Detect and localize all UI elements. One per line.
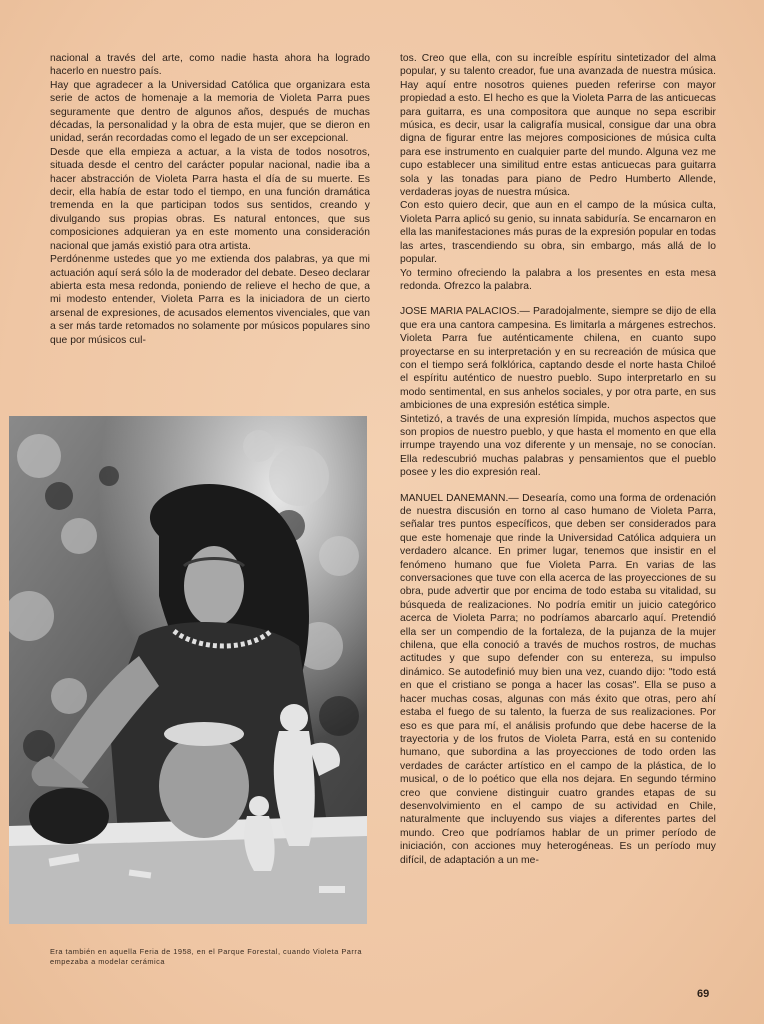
photo-caption: Era también en aquella Feria de 1958, en el Parque Forestal, cuando Violeta Parra empezaba a modelar cerámica — [50, 947, 362, 966]
speaker-name-palacios: JOSE MARIA PALACIOS.— — [400, 306, 530, 318]
speaker-name-danemann: MANUEL DANEMANN.— — [400, 492, 519, 504]
paragraph: Perdónenme ustedes que yo me extienda dos palabras, ya que mi actuación aquí será sólo la de moderador del debate. Deseo declarar abierta esta mesa redonda, poniendo de relieve el hecho de que, a mi modesto entender, Violeta Parra es la iniciadora de un cierto arsenal de expresiones, de acusados elementos vivenciales, que van a ser más tarde retomados no solamente por músicos populares sino que por músicos cul- — [50, 254, 370, 346]
paragraph: Sintetizó, a través de una expresión límpida, muchos aspectos que son propios de nuestro pueblo, y que hasta el momento en que ella irrumpe trayendo una voz diferente y un mensaje, no se conocían. Ella redescubrió muchas palabras y pensamientos que el pueblo posee y les dio expresión real. — [400, 413, 716, 479]
right-text-column — [400, 52, 716, 867]
paragraph: tos. Creo que ella, con su increíble espíritu sintetizador del alma popular, y su talento creador, fue una avanzada de nuestra música. Hay aquí entre nosotros quienes pueden referirse con mayor propiedad a esto. El hecho es que la Violeta Parra de las anticuecas para guitarra, es una compositora que aunque no sepa escribir música, es decir, usar la caligrafía musical, consigue dar una obra digna de figurar entre las mejores composiciones de música culta para ese instrumento en cualquier parte del mundo. Alguna vez me cupo establecer una similitud entre estas anticuecas para guitarra sola y las tonadas para piano de Pedro Humberto Allende, verdaderas joyas de nuestra música. — [400, 53, 716, 199]
paragraph: Desearía, como una forma de ordenación de nuestra discusión en torno al caso humano de Violeta Parra, señalar tres puntos específicos, que deben ser considerados para que este homenaje que rinde la Universidad Católica adquiera un verdadero alcance. En primer lugar, tenemos que insistir en el fenómeno humano que fue Violeta Parra. En varias de las conversaciones que tuve con ella acerca de las proyecciones de su obra, pude advertir que por encima de todo estaba su vitalidad, su búsqueda de realizaciones. No podría emitir un juicio categórico acerca de Violeta Parra; no podríamos abarcarlo aquí. Pretendió ella ser un compendio de la fortaleza, de la pujanza de la mujer chilena, que ella conoció a través de muchos rostros, de muchas actitudes y que supo defender con su entereza, su impulso dinámico. Se autodefinió muy bien una vez, cuando dijo: "todo está en que el cristiano se ponga a hacer las cosas". Ella se puso a hacer muchas cosas, algunas con más éxito que otras, pero ahí estaba el fuego de su talento, la fuerza de sus realizaciones. Por eso es que para mí, el análisis profundo que debe hacerse de la trayectoria y de los frutos de Violeta Parra, está en su contenido humano, que subordina a las proyecciones de todo orden las verdades de carácter artístico en el campo de la plástica, de lo musical, o de lo poético que ella nos dejara. En segundo término creo que conviene distinguir cuatro grandes etapas de su desenvolvimiento en el campo de su actividad en Chile, naturalmente que incluyendo sus viajes a diferentes partes del mundo. Creo que podríamos hablar de un primer período de iniciación, con acciones muy heterogéneas. Es un período muy difícil, de adaptación a un me- — [400, 492, 717, 866]
paragraph: Desde que ella empieza a actuar, a la vista de todos nosotros, situada desde el centro del carácter popular nacional, nadie iba a hacer abstracción de Violeta Parra hasta el día de su muerte. Es decir, ella había de estar todo el tiempo, en una función dramática tremenda en la que participan todos sus sentidos, creando y divulgando sus propias obras. Es natural entonces, que sus composiciones adquieran ya en este momento una consideración nacional que jamás existió para otra artista. — [50, 146, 370, 252]
paragraph: Hay que agradecer a la Universidad Católica que organizara esta serie de actos de homenaje a la memoria de Violeta Parra pues seguramente que dentro de algunos años, después de muchas décadas, la personalidad y la obra de esta mujer, que se dieron en unidad, serán recordadas como el legado de un ser excepcional. — [50, 79, 370, 145]
left-text-column — [50, 52, 370, 347]
paragraph: Yo termino ofreciendo la palabra a los presentes en esta mesa redonda. Ofrezco la palabra. — [400, 267, 716, 292]
page-number: 69 — [697, 988, 710, 1000]
paragraph: Paradojalmente, siempre se dijo de ella que era una cantora campesina. Es limitarla a márgenes estrechos. Violeta Parra fue auténticamente chilena, en cuanto supo proyectarse en su interpretación y en su recreación de música que con el tiempo será folklórica, captando desde el norte hasta Chiloé el espíritu auténtico de nuestro pueblo. Supo interpretarlo en su modo sentimental, en sus anhelos sociales, y por otra parte, en sus ambiciones de una expresión estética simple. — [400, 306, 717, 412]
paragraph: Con esto quiero decir, que aun en el campo de la música culta, Violeta Parra aplicó su genio, su innata sabiduría. Se encarnaron en ella las manifestaciones más puras de la expresión popular en todas las artes, trascendiendo su obra, sin embargo, más allá de lo popular. — [400, 200, 716, 266]
paragraph: nacional a través del arte, como nadie hasta ahora ha logrado hacerlo en nuestro país. — [50, 53, 370, 78]
palacios-section — [400, 305, 716, 412]
danemann-section — [400, 492, 716, 867]
photo-violeta-parra-ceramics — [9, 416, 367, 924]
